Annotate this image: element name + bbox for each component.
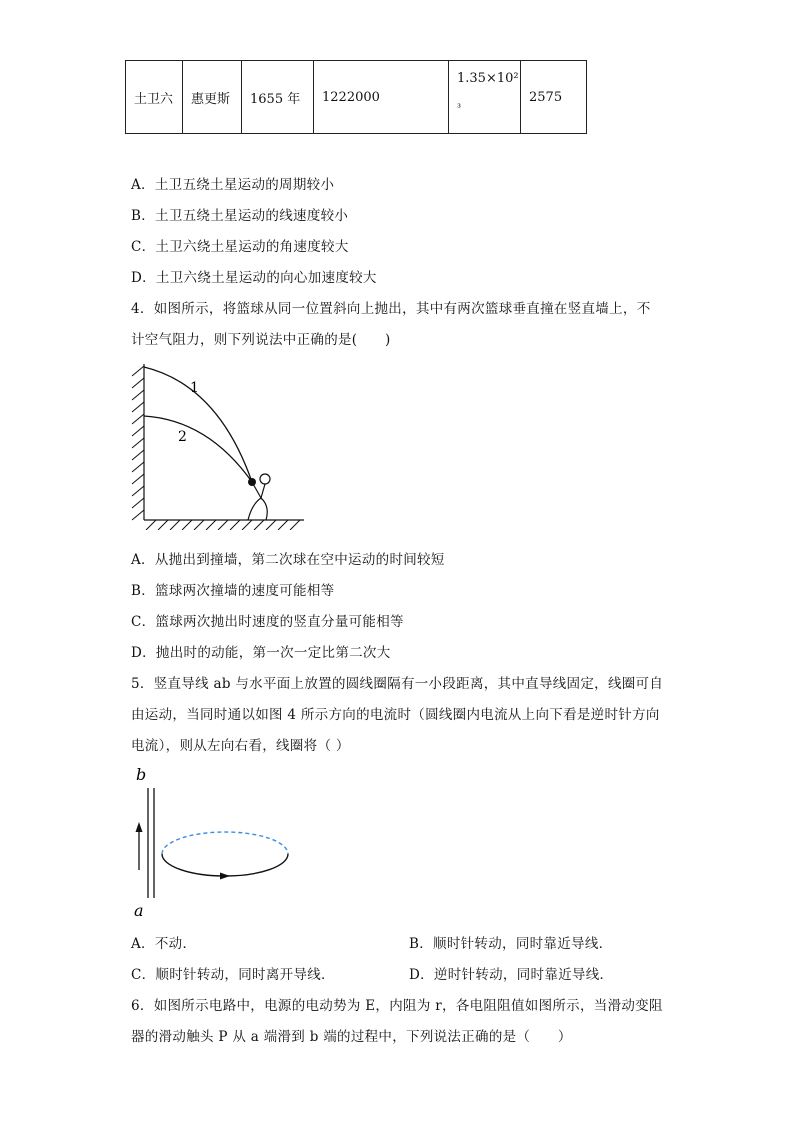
wall bbox=[144, 364, 304, 520]
current-arrow-up bbox=[136, 822, 143, 870]
q4-option-c: C．篮球两次抛出时速度的竖直分量可能相等 bbox=[131, 614, 404, 630]
q6-stem-line2: 器的滑动触头 P 从 a 端滑到 b 端的过程中，下列说法正确的是（ ） bbox=[131, 1029, 572, 1045]
q4-option-a: A．从抛出到撞墙，第二次球在空中运动的时间较短 bbox=[131, 552, 445, 568]
cell-mass bbox=[449, 61, 521, 134]
trajectory-2 bbox=[144, 416, 252, 482]
coil-back-half bbox=[162, 832, 288, 854]
cell-name: 土卫六 bbox=[126, 61, 183, 134]
q6-stem-line1: 6．如图所示电路中，电源的电动势为 E，内阻为 r，各电阻阻值如图所示，当滑动变阻 bbox=[131, 998, 663, 1014]
coil-front-half bbox=[162, 854, 288, 876]
q5-option-c: C．顺时针转动，同时离开导线． bbox=[131, 967, 335, 983]
mass-main: 1.35×10² bbox=[457, 71, 519, 86]
q4-option-b: B．篮球两次撞墙的速度可能相等 bbox=[131, 583, 335, 599]
table-row bbox=[126, 61, 587, 134]
q3-option-a: A．土卫五绕土星运动的周期较小 bbox=[131, 177, 335, 193]
basketball-figure bbox=[128, 360, 308, 530]
q5-option-d: D．逆时针转动，同时靠近导线． bbox=[409, 967, 614, 983]
q5-stem-line1: 5．竖直导线 ab 与水平面上放置的圆线圈隔有一小段距离，其中直导线固定，线圈可自 bbox=[131, 676, 664, 692]
wire-end-label-a: a bbox=[134, 901, 144, 920]
cell-value: 2575 bbox=[521, 61, 587, 134]
satellite-table bbox=[125, 60, 587, 134]
q4-stem-line2: 计空气阻力，则下列说法中正确的是( ) bbox=[131, 332, 391, 348]
q4-option-d: D．抛出时的动能，第一次一定比第二次大 bbox=[131, 645, 391, 661]
q5-option-a: A．不动． bbox=[131, 936, 197, 952]
cell-radius: 1222000 bbox=[314, 61, 449, 134]
wire-coil-figure bbox=[128, 762, 298, 922]
trajectory-label-2: 2 bbox=[178, 429, 187, 445]
q3-option-d: D．土卫六绕土星运动的向心加速度较大 bbox=[131, 270, 377, 286]
cell-year: 1655 年 bbox=[242, 61, 314, 134]
q5-stem-line2: 由运动，当同时通以如图 4 所示方向的电流时（圆线圈内电流从上向下看是逆时针方向 bbox=[131, 707, 660, 723]
ground-hatching bbox=[146, 520, 300, 530]
wire-end-label-b: b bbox=[136, 765, 147, 784]
trajectory-label-1: 1 bbox=[190, 380, 199, 396]
q3-option-b: B．土卫五绕土星运动的线速度较小 bbox=[131, 208, 349, 224]
coil-current-arrow bbox=[220, 873, 230, 880]
q4-stem-line1: 4．如图所示，将篮球从同一位置斜向上抛出，其中有两次篮球垂直撞在竖直墙上，不 bbox=[131, 301, 651, 317]
cell-discoverer: 惠更斯 bbox=[183, 61, 242, 134]
q3-option-c: C．土卫六绕土星运动的角速度较大 bbox=[131, 239, 349, 255]
straight-wire bbox=[148, 788, 154, 898]
wall-hatching bbox=[132, 366, 144, 520]
q5-stem-line3: 电流），则从左向右看，线圈将（ ） bbox=[131, 738, 350, 754]
q5-option-b: B．顺时针转动，同时靠近导线． bbox=[409, 936, 613, 952]
mass-exponent: ³ bbox=[457, 103, 462, 114]
